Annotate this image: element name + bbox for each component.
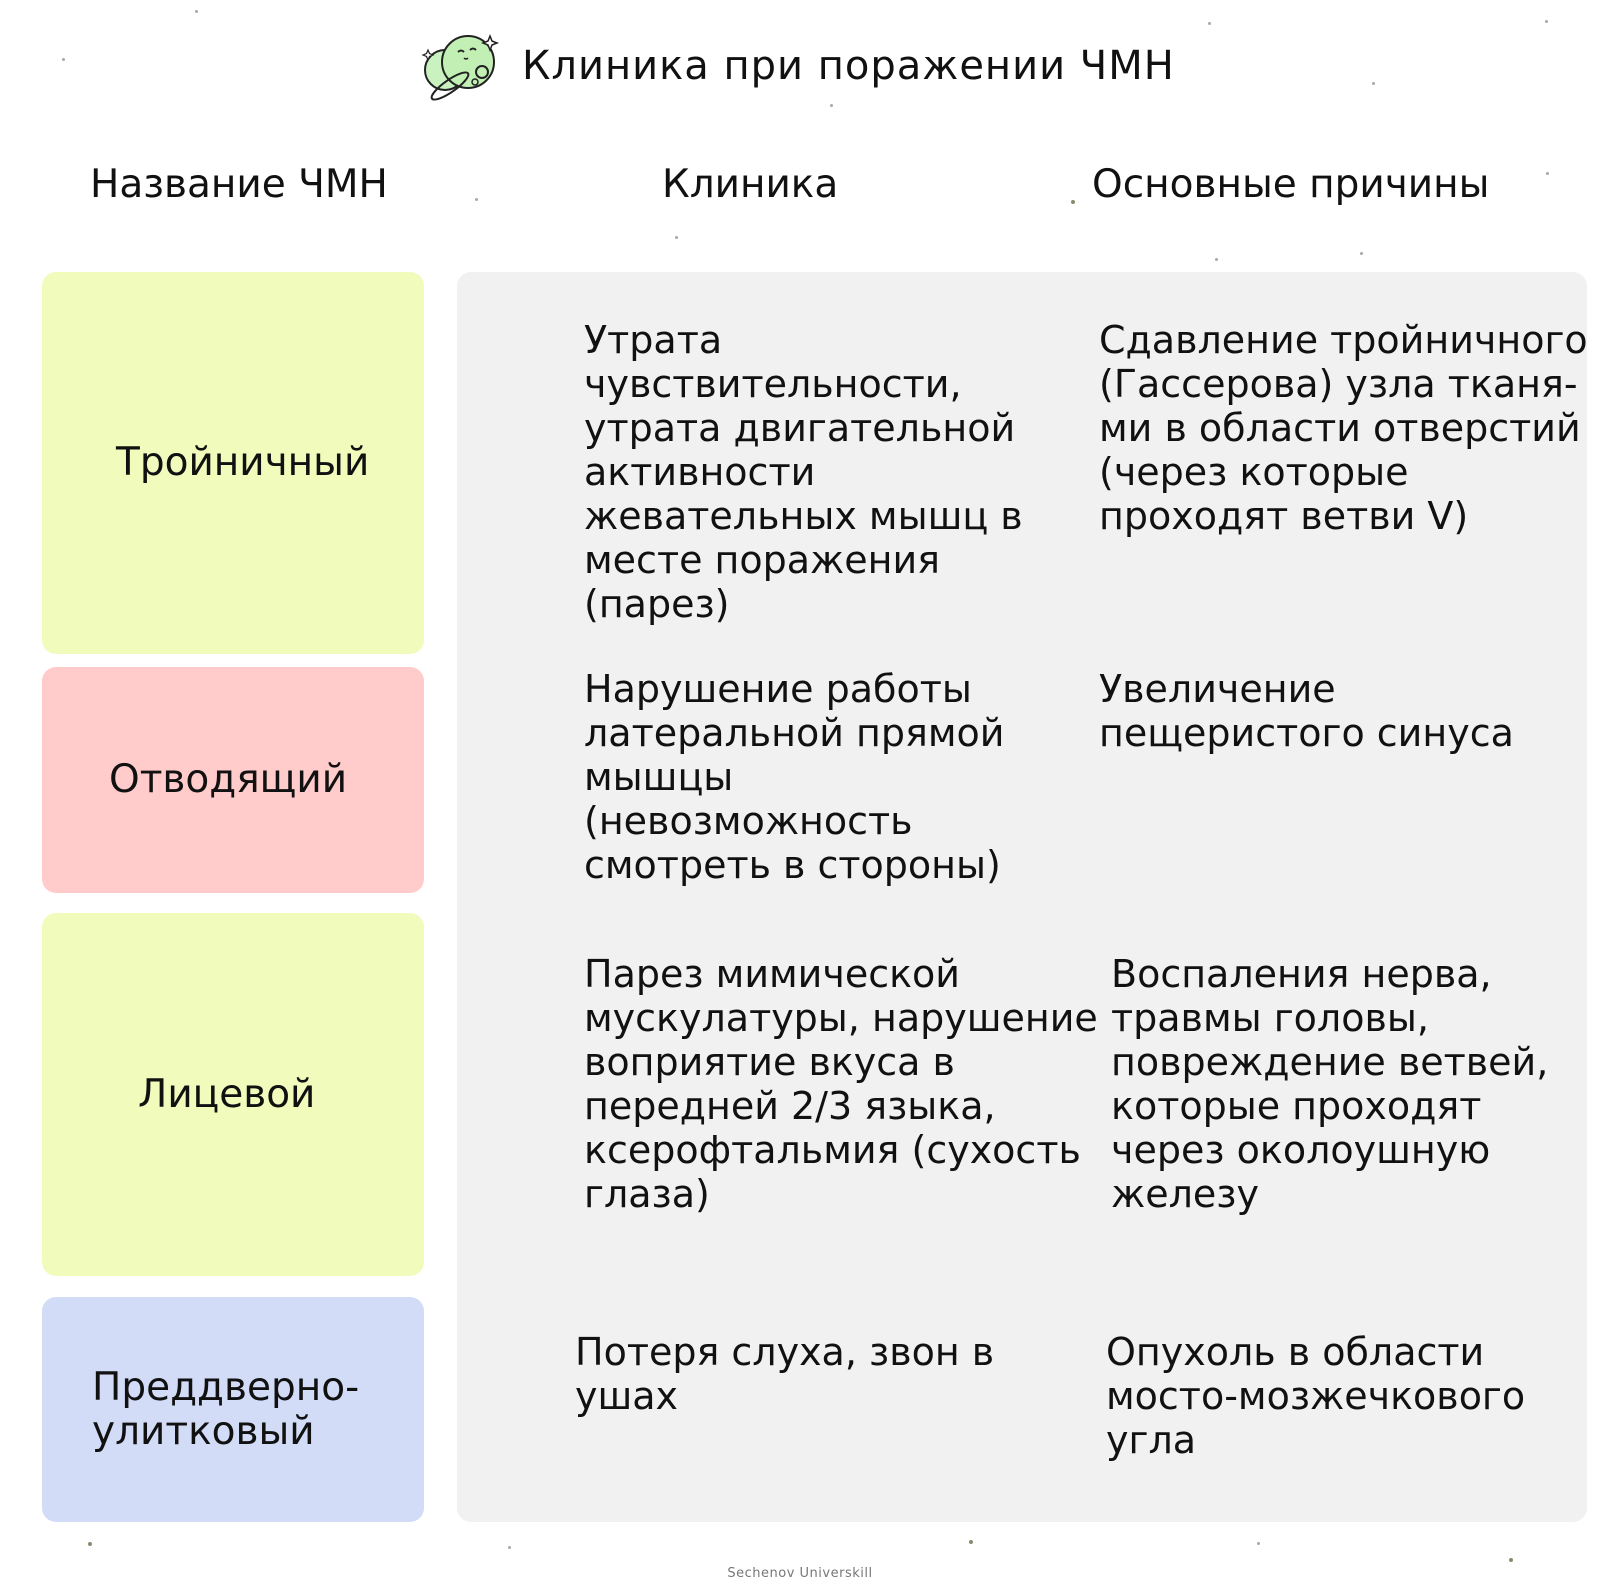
decor-dot bbox=[969, 1540, 973, 1544]
nerve-card-trigeminal bbox=[42, 272, 424, 654]
column-header-causes: Основные причины bbox=[1092, 162, 1490, 207]
nerve-card-abducens bbox=[42, 667, 424, 893]
clinic-cell: Нарушение работы латеральной прямой мышцы (невозможность смотреть в стороны) bbox=[584, 667, 1005, 887]
decor-dot bbox=[195, 10, 198, 13]
decor-dot bbox=[1545, 20, 1548, 23]
column-header-clinic: Клиника bbox=[662, 162, 839, 207]
causes-cell: Опухоль в области мосто-мозжечкового угла bbox=[1106, 1330, 1526, 1462]
decor-dot bbox=[1071, 200, 1075, 204]
nerve-card-facial bbox=[42, 913, 424, 1276]
footer-credit: Sechenov Universkill bbox=[727, 1566, 873, 1581]
page-title: Клиника при поражении ЧМН bbox=[522, 43, 1175, 89]
clinic-cell: Парез мимической мускулатуры, нарушение воприятие вкуса в передней 2/3 языка, ксерофтальмия (сухость глаза) bbox=[584, 952, 1098, 1216]
decor-dot bbox=[1257, 1542, 1260, 1545]
decor-dot bbox=[62, 58, 65, 61]
page-header bbox=[420, 26, 1175, 106]
planet-icon bbox=[420, 26, 510, 106]
decor-dot bbox=[88, 1542, 92, 1546]
column-header-name: Название ЧМН bbox=[90, 162, 388, 207]
decor-dot bbox=[1546, 172, 1549, 175]
nerve-name: Лицевой bbox=[138, 1071, 316, 1117]
decor-dot bbox=[1360, 252, 1363, 255]
nerve-name: Отводящий bbox=[109, 757, 348, 802]
causes-cell: Сдавление тройничного (Гассерова) узла тканя- ми в области отверстий (через которые проходят ветви V) bbox=[1099, 318, 1588, 538]
decor-dot bbox=[508, 1546, 511, 1549]
nerve-name: Преддверно- улитковый bbox=[92, 1364, 360, 1454]
decor-dot bbox=[1509, 1558, 1513, 1562]
decor-dot bbox=[475, 198, 478, 201]
nerve-card-vestibulocochlear bbox=[42, 1297, 424, 1522]
clinic-cell: Потеря слуха, звон в ушах bbox=[575, 1330, 995, 1418]
decor-dot bbox=[1208, 22, 1211, 25]
decor-dot bbox=[1215, 258, 1218, 261]
clinic-cell: Утрата чувствительности, утрата двигательной активности жевательных мышц в месте поражения (парез) bbox=[584, 318, 1023, 626]
causes-cell: Воспаления нерва, травмы головы, повреждение ветвей, которые проходят через околоушную железу bbox=[1111, 952, 1549, 1216]
decor-dot bbox=[1372, 82, 1375, 85]
causes-cell: Увеличение пещеристого синуса bbox=[1099, 667, 1514, 755]
nerve-name: Тройничный bbox=[116, 440, 370, 485]
decor-dot bbox=[675, 236, 678, 239]
